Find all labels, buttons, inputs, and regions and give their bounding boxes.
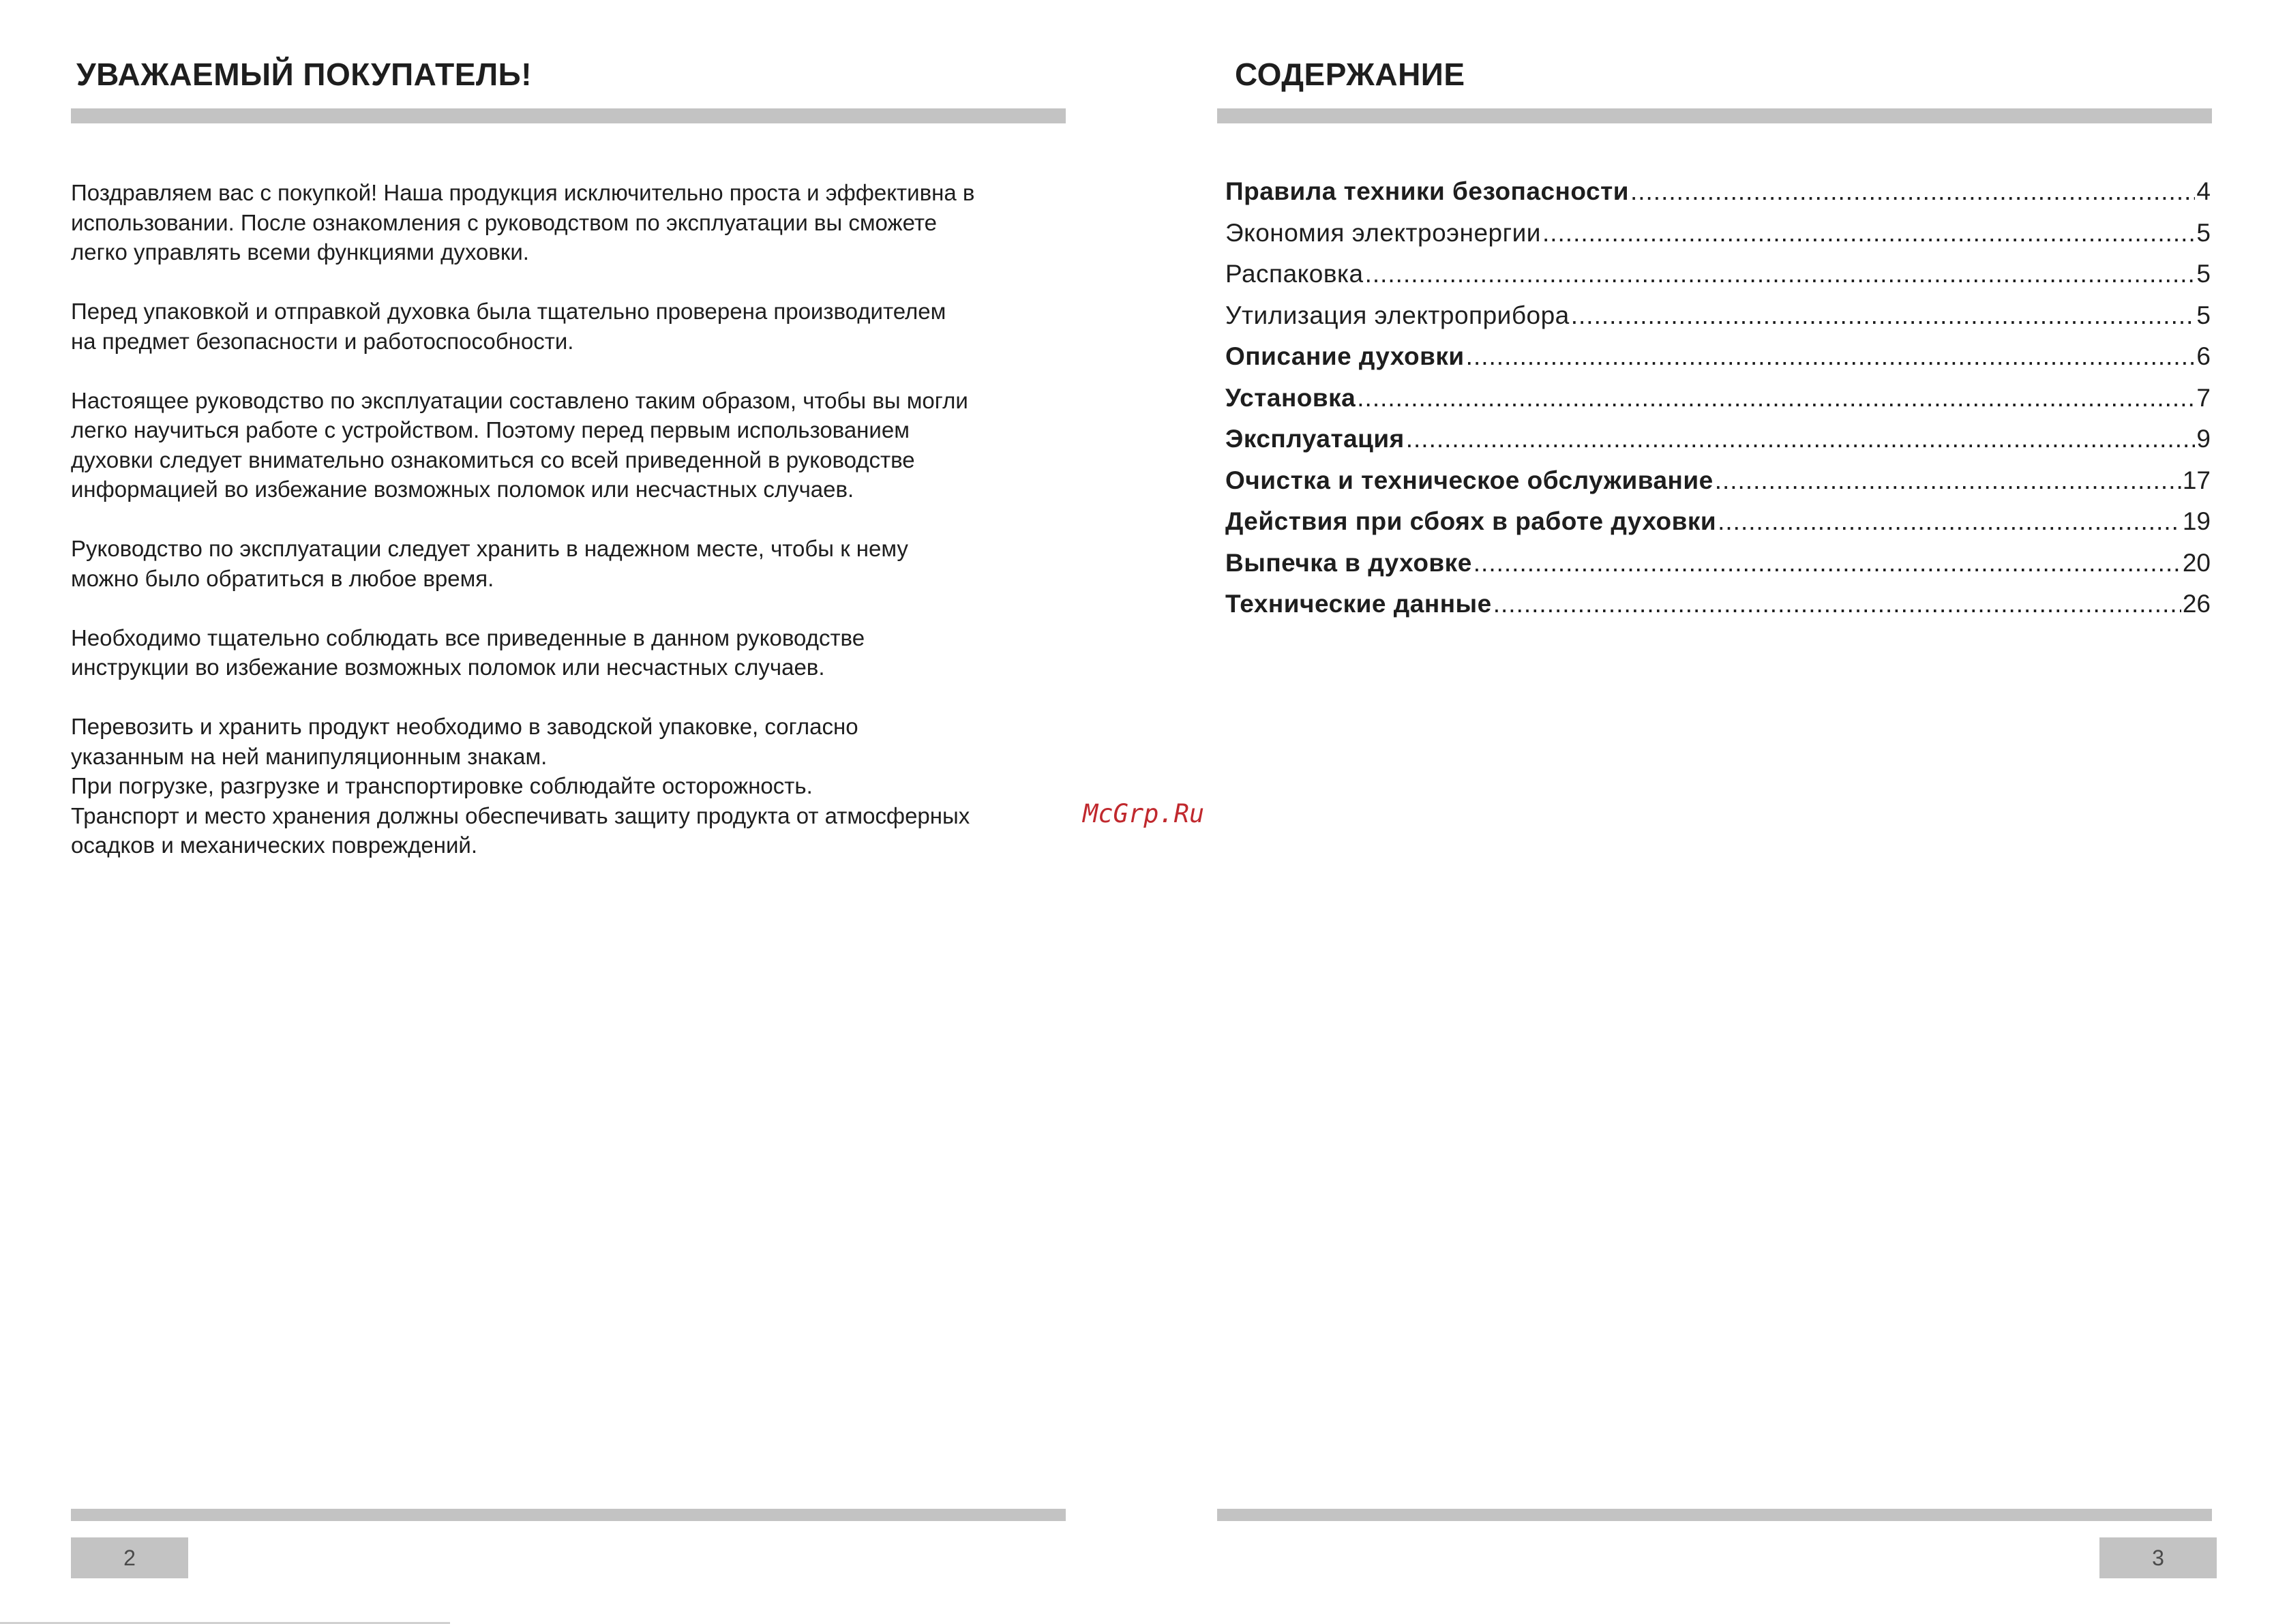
toc-entry-page: 4 (2196, 177, 2211, 205)
text-line: Перед упаковкой и отправкой духовка была тщательно проверена производителем (71, 299, 946, 324)
text-line: Руководство по эксплуатации следует хранить в надежном месте, чтобы к нему (71, 536, 908, 561)
toc-entry-title: Действия при сбоях в работе духовки (1225, 507, 1717, 535)
toc-entry-title: Очистка и техническое обслуживание (1225, 466, 1714, 494)
toc-entry-page: 5 (2196, 301, 2211, 329)
toc-entry-title: Эксплуатация (1225, 425, 1405, 453)
top-divider (1217, 108, 2212, 123)
text-line: информацией во избежание возможных поломок или несчастных случаев. (71, 477, 854, 502)
toc-leader-dots (1571, 301, 2196, 330)
left-page (0, 0, 1144, 1624)
paragraph (71, 178, 1080, 267)
toc-leader-dots (1365, 260, 2196, 288)
toc-entry-page: 5 (2196, 218, 2211, 247)
toc-entry-title: Технические данные (1225, 590, 1492, 618)
toc-entry-title: Выпечка в духовке (1225, 548, 1472, 577)
page-number: 2 (71, 1537, 188, 1578)
right-page (1144, 0, 2289, 1624)
toc-leader-dots (1406, 425, 2196, 453)
toc-entry-title: Правила техники безопасности (1225, 177, 1629, 205)
toc-entry-page: 6 (2196, 342, 2211, 370)
toc-entry[interactable] (1225, 425, 2211, 466)
text-line: легко управлять всеми функциями духовки. (71, 239, 529, 265)
text-line: Транспорт и место хранения должны обеспечивать защиту продукта от атмосферных (71, 802, 970, 828)
toc-entry-page: 17 (2182, 466, 2211, 494)
table-of-contents (1225, 177, 2211, 631)
text-line: Перевозить и хранить продукт необходимо в заводской упаковке, согласно (71, 714, 858, 739)
toc-entry[interactable] (1225, 507, 2211, 549)
toc-leader-dots (1630, 177, 2195, 206)
contents-heading: СОДЕРЖАНИЕ (1235, 57, 1465, 92)
toc-leader-dots (1542, 219, 2195, 247)
toc-entry-title: Экономия электроэнергии (1225, 218, 1541, 247)
toc-entry-page: 26 (2182, 590, 2211, 618)
toc-entry-page: 7 (2196, 383, 2211, 412)
text-line: инструкции во избежание возможных поломок или несчастных случаев. (71, 655, 825, 680)
text-line: на предмет безопасности и работоспособности. (71, 328, 574, 354)
paragraph (71, 386, 1080, 505)
paragraph (71, 623, 1080, 682)
toc-entry[interactable] (1225, 466, 2211, 508)
toc-entry-title: Утилизация электроприбора (1225, 301, 1570, 329)
toc-entry-page: 5 (2196, 260, 2211, 288)
toc-entry-page: 9 (2196, 425, 2211, 453)
text-line: легко научиться работе с устройством. Поэтому перед первым использованием (71, 417, 910, 442)
toc-leader-dots (1473, 549, 2181, 577)
toc-leader-dots (1493, 590, 2181, 618)
toc-entry-title: Установка (1225, 383, 1356, 412)
toc-entry[interactable] (1225, 342, 2211, 384)
text-line: Поздравляем вас с покупкой! Наша продукция исключительно проста и эффективна в (71, 180, 975, 205)
text-line: Необходимо тщательно соблюдать все приведенные в данном руководстве (71, 625, 865, 650)
toc-entry[interactable] (1225, 549, 2211, 590)
toc-entry-title: Описание духовки (1225, 342, 1465, 370)
text-line: духовки следует внимательно ознакомиться со всей приведенной в руководстве (71, 447, 915, 472)
text-line: осадков и механических повреждений. (71, 832, 477, 858)
text-line: Настоящее руководство по эксплуатации составлено таким образом, чтобы вы могли (71, 387, 968, 413)
toc-entry[interactable] (1225, 384, 2211, 425)
text-line: можно было обратиться в любое время. (71, 565, 494, 591)
toc-entry-page: 19 (2182, 507, 2211, 535)
bottom-divider (1217, 1509, 2212, 1521)
paragraph (71, 712, 1080, 860)
toc-entry-title: Распаковка (1225, 260, 1364, 288)
text-line: указанным на ней манипуляционным знакам. (71, 743, 548, 769)
text-line: использовании. После ознакомления с руководством по эксплуатации вы сможете (71, 209, 937, 235)
toc-leader-dots (1466, 342, 2196, 371)
left-page-heading: УВАЖАЕМЫЙ ПОКУПАТЕЛЬ! (76, 57, 533, 92)
paragraph (71, 297, 1080, 356)
top-divider (71, 108, 1066, 123)
toc-leader-dots (1718, 507, 2181, 536)
toc-leader-dots (1715, 466, 2181, 495)
toc-entry[interactable] (1225, 301, 2211, 343)
toc-entry[interactable] (1225, 219, 2211, 260)
text-line: При погрузке, разгрузке и транспортировке соблюдайте осторожность. (71, 773, 813, 798)
toc-entry[interactable] (1225, 590, 2211, 631)
intro-text (71, 178, 1080, 890)
toc-entry-page: 20 (2182, 548, 2211, 577)
toc-leader-dots (1357, 384, 2195, 412)
watermark-text: McGrp.Ru (1083, 799, 1205, 828)
bottom-divider (71, 1509, 1066, 1521)
toc-entry[interactable] (1225, 260, 2211, 301)
toc-entry[interactable] (1225, 177, 2211, 219)
paragraph (71, 534, 1080, 593)
page-number: 3 (2099, 1537, 2217, 1578)
